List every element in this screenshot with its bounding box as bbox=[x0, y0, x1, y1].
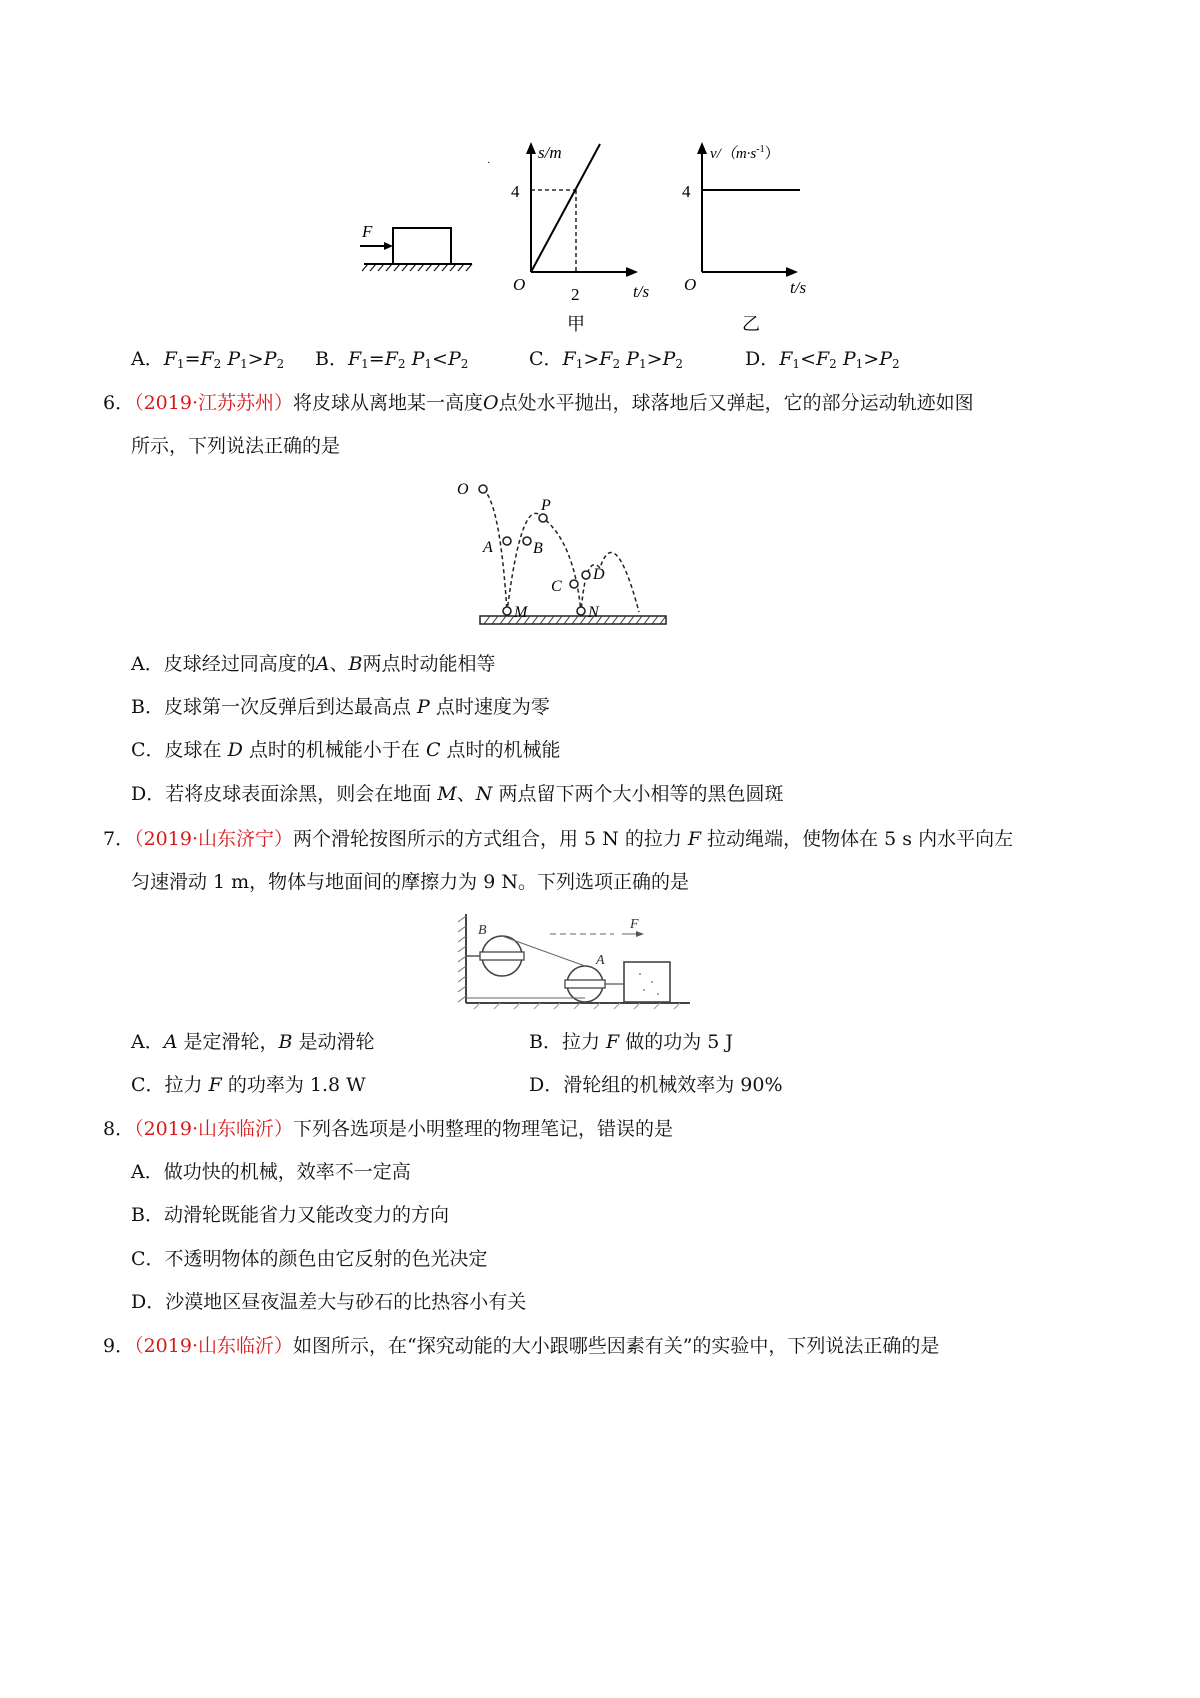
question-number: 7． bbox=[103, 828, 135, 850]
graph2-caption: 乙 bbox=[742, 314, 760, 334]
label-force-F: F bbox=[630, 917, 639, 932]
q7-option-d[interactable]: D．滑轮组的机械效率为 90% bbox=[529, 1074, 783, 1096]
label-C: C bbox=[551, 578, 562, 595]
graph2-origin: O bbox=[684, 275, 697, 294]
graph1-y-label: s/m bbox=[538, 143, 562, 162]
q5-option-a[interactable]: A．$F_1=F_2$ $P_1>P_2$ bbox=[131, 348, 285, 371]
q8-stem: 8．（2019·山东临沂）下列各选项是小明整理的物理笔记，错误的是 bbox=[103, 1118, 674, 1140]
q7-option-c[interactable]: C．拉力 F 的功率为 1.8 W bbox=[131, 1074, 366, 1096]
q8-option-d[interactable]: D．沙漠地区昼夜温差大与砂石的比热容小有关 bbox=[131, 1291, 527, 1313]
q6-option-d[interactable]: D．若将皮球表面涂黑，则会在地面 M、N 两点留下两个大小相等的黑色圆斑 bbox=[131, 783, 784, 805]
graph1-origin: O bbox=[513, 275, 526, 294]
q6-stem-line2: 所示，下列说法正确的是 bbox=[131, 435, 341, 457]
q6-option-c[interactable]: C．皮球在 D 点时的机械能小于在 C 点时的机械能 bbox=[131, 739, 561, 761]
question-number: 6． bbox=[103, 392, 135, 414]
label-A: A bbox=[483, 539, 493, 556]
graph2-x-label: t/s bbox=[790, 278, 807, 297]
question-number: 8． bbox=[103, 1118, 135, 1140]
q9-stem: 9．（2019·山东临沂）如图所示，在“探究动能的大小跟哪些因素有关”的实验中，下列说法正确的是 bbox=[103, 1335, 940, 1357]
svg-text:·: · bbox=[487, 158, 491, 169]
label-O: O bbox=[457, 481, 469, 498]
q7-option-a[interactable]: A．A 是定滑轮，B 是动滑轮 bbox=[131, 1031, 375, 1053]
label-B: B bbox=[533, 540, 543, 557]
question-source: （2019·山东济宁） bbox=[134, 828, 293, 850]
q7-stem-line2: 匀速滑动 1 m，物体与地面间的摩擦力为 9 N。下列选项正确的是 bbox=[131, 871, 689, 893]
q5-figure bbox=[360, 140, 840, 340]
q7-pulley-figure bbox=[454, 910, 694, 1010]
label-N: N bbox=[588, 604, 599, 621]
q5-option-d[interactable]: D．$F_1<F_2$ $P_1>P_2$ bbox=[745, 348, 900, 371]
q6-stem: 6．（2019·江苏苏州）将皮球从离地某一高度O点处水平抛出，球落地后又弹起，它的部分运动轨迹如图 bbox=[103, 392, 974, 414]
question-source: （2019·江苏苏州） bbox=[134, 392, 293, 414]
q5-option-b[interactable]: B．$F_1=F_2$ $P_1<P_2$ bbox=[315, 348, 469, 371]
label-pulley-A: A bbox=[596, 953, 605, 968]
graph2-y-label-end: ） bbox=[764, 146, 780, 162]
graph1-caption: 甲 bbox=[567, 314, 585, 334]
q7-stem: 7．（2019·山东济宁）两个滑轮按图所示的方式组合，用 5 N 的拉力 F 拉动绳端，使物体在 5 s 内水平向左 bbox=[103, 828, 1014, 850]
graph1-y-tick: 4 bbox=[511, 182, 520, 201]
q6-ball-trajectory-figure bbox=[450, 472, 670, 632]
graph2-y-tick: 4 bbox=[682, 182, 691, 201]
graph-v-t bbox=[682, 142, 806, 334]
question-number: 9． bbox=[103, 1335, 135, 1357]
graph-s-t bbox=[511, 142, 649, 334]
q5-option-c[interactable]: C．$F_1>F_2$ $P_1>P_2$ bbox=[529, 348, 683, 371]
graph2-y-label: v/（m·s bbox=[710, 146, 757, 162]
q6-option-b[interactable]: B．皮球第一次反弹后到达最高点 P 点时速度为零 bbox=[131, 696, 550, 718]
graph1-x-label: t/s bbox=[633, 282, 650, 301]
question-source: （2019·山东临沂） bbox=[134, 1118, 293, 1140]
graph2-y-label-sup: -1 bbox=[756, 144, 765, 155]
q6-option-a[interactable]: A．皮球经过同高度的A、B两点时动能相等 bbox=[131, 653, 496, 675]
label-D: D bbox=[593, 566, 605, 583]
q8-option-b[interactable]: B．动滑轮既能省力又能改变力的方向 bbox=[131, 1204, 449, 1226]
question-source: （2019·山东临沂） bbox=[134, 1335, 293, 1357]
label-M: M bbox=[514, 604, 528, 621]
q8-option-c[interactable]: C．不透明物体的颜色由它反射的色光决定 bbox=[131, 1248, 488, 1270]
label-P: P bbox=[541, 497, 551, 514]
label-pulley-B: B bbox=[478, 923, 487, 938]
q8-option-a[interactable]: A．做功快的机械，效率不一定高 bbox=[131, 1161, 411, 1183]
svg-text:s/m bbox=[538, 143, 562, 162]
force-label: F bbox=[362, 222, 373, 241]
block-on-ground bbox=[360, 222, 472, 271]
q7-option-b[interactable]: B．拉力 F 做的功为 5 J bbox=[529, 1031, 734, 1053]
svg-text:v/（m·s-1） bbox=[710, 144, 780, 162]
graph1-x-tick: 2 bbox=[571, 285, 580, 304]
